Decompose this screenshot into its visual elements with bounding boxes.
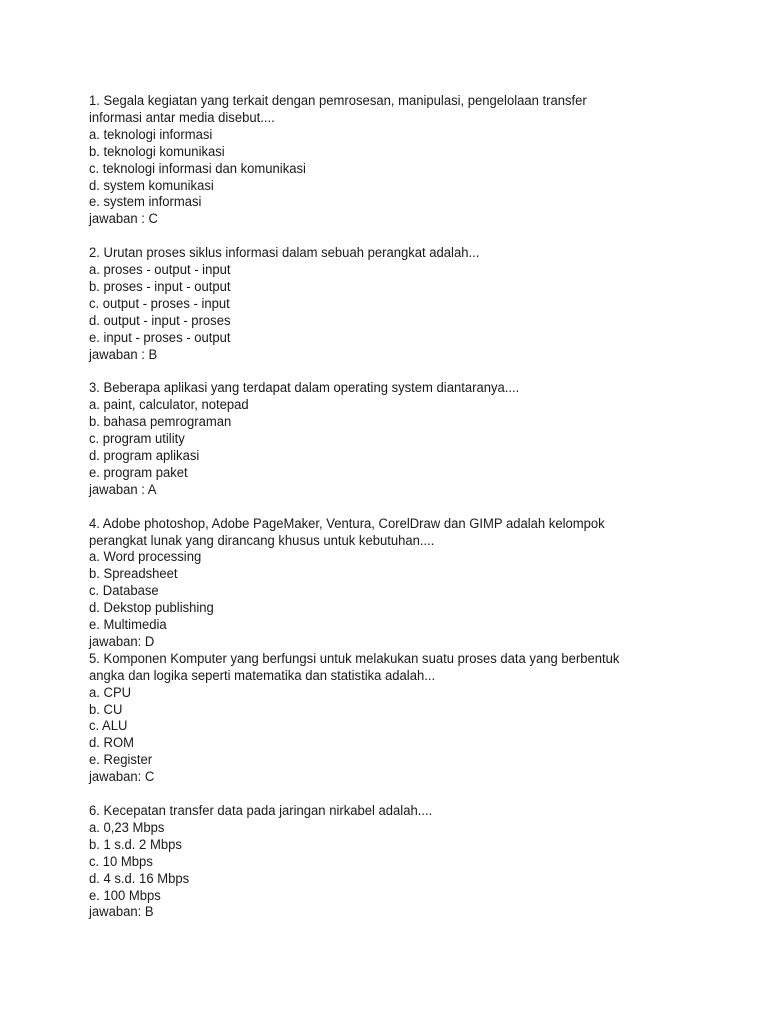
- option-b: b. Spreadsheet: [89, 566, 178, 583]
- option-c: c. ALU: [89, 718, 128, 735]
- option-d: d. ROM: [89, 735, 134, 752]
- option-a: a. Word processing: [89, 549, 202, 566]
- option-e: e. Register: [89, 752, 153, 769]
- question-text-line: perangkat lunak yang dirancang khusus untuk kebutuhan....: [89, 532, 435, 549]
- question-5: [89, 651, 709, 786]
- option-a: a. proses - output - input: [89, 262, 231, 279]
- option-e: e. input - proses - output: [89, 329, 231, 346]
- option-a: a. paint, calculator, notepad: [89, 397, 249, 414]
- question-text-line: 2. Urutan proses siklus informasi dalam sebuah perangkat adalah...: [89, 245, 480, 262]
- option-e: e. 100 Mbps: [89, 887, 161, 904]
- option-c: c. Database: [89, 583, 159, 600]
- question-1: [89, 93, 709, 228]
- answer-key: jawaban: C: [89, 769, 155, 786]
- question-4: [89, 516, 709, 651]
- option-d: d. 4 s.d. 16 Mbps: [89, 870, 190, 887]
- option-a: a. 0,23 Mbps: [89, 819, 165, 836]
- option-b: b. CU: [89, 701, 123, 718]
- option-a: a. teknologi informasi: [89, 126, 213, 143]
- question-6: [89, 803, 709, 921]
- question-2: [89, 245, 709, 363]
- option-c: c. 10 Mbps: [89, 853, 153, 870]
- question-text-line: 6. Kecepatan transfer data pada jaringan nirkabel adalah....: [89, 803, 433, 819]
- option-c: c. teknologi informasi dan komunikasi: [89, 160, 306, 177]
- answer-key: jawaban : C: [89, 211, 158, 228]
- option-e: e. Multimedia: [89, 617, 167, 634]
- answer-key: jawaban: B: [89, 904, 154, 921]
- option-b: b. teknologi komunikasi: [89, 143, 225, 160]
- option-c: c. program utility: [89, 431, 185, 448]
- option-b: b. bahasa pemrograman: [89, 414, 232, 431]
- answer-key: jawaban : A: [89, 481, 157, 498]
- question-text-line: 3. Beberapa aplikasi yang terdapat dalam operating system diantaranya....: [89, 380, 520, 397]
- option-e: e. program paket: [89, 464, 188, 481]
- question-3: [89, 380, 709, 498]
- answer-key: jawaban : B: [89, 346, 158, 363]
- option-e: e. system informasi: [89, 194, 202, 211]
- question-text-line: informasi antar media disebut....: [89, 109, 275, 126]
- option-b: b. 1 s.d. 2 Mbps: [89, 836, 182, 853]
- question-text-line: 4. Adobe photoshop, Adobe PageMaker, Ventura, CorelDraw dan GIMP adalah kelompok: [89, 515, 605, 532]
- option-d: d. output - input - proses: [89, 312, 231, 329]
- option-d: d. program aplikasi: [89, 448, 200, 464]
- question-text-line: 1. Segala kegiatan yang terkait dengan pemrosesan, manipulasi, pengelolaan transfer: [89, 93, 587, 109]
- answer-key: jawaban: D: [89, 633, 155, 650]
- option-b: b. proses - input - output: [89, 278, 231, 295]
- option-d: d. Dekstop publishing: [89, 600, 214, 617]
- question-text-line: 5. Komponen Komputer yang berfungsi untuk melakukan suatu proses data yang berbentuk: [89, 650, 620, 667]
- question-text-line: angka dan logika seperti matematika dan statistika adalah...: [89, 667, 436, 684]
- option-d: d. system komunikasi: [89, 177, 214, 194]
- option-c: c. output - proses - input: [89, 295, 230, 312]
- option-a: a. CPU: [89, 684, 132, 701]
- document-page: [89, 93, 709, 921]
